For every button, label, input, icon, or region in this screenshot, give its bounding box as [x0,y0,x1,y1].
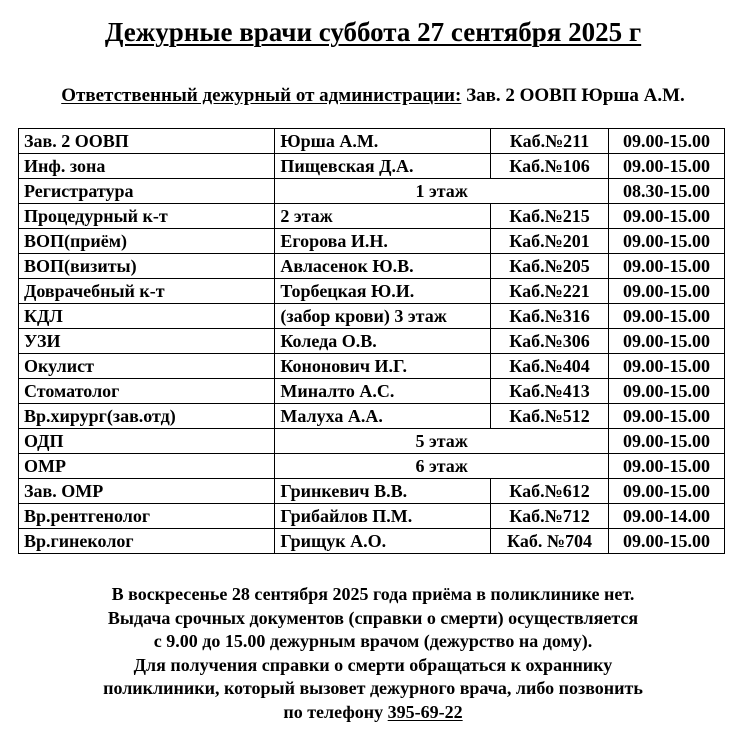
cabinet-cell: Каб.№413 [491,379,609,404]
phone-number: 395-69-22 [387,701,463,722]
doctor-cell: Торбецкая Ю.И. [275,279,491,304]
time-cell: 09.00-15.00 [609,529,725,554]
schedule-row [19,154,725,179]
cabinet-cell: Каб.№215 [491,204,609,229]
schedule-row [19,329,725,354]
responsible-value: Зав. 2 ООВП Юрша А.М. [466,85,685,106]
schedule-row [19,404,725,429]
location-cell: 5 этаж [275,429,609,454]
doctor-cell: Грищук А.О. [275,529,491,554]
department-cell: УЗИ [19,329,275,354]
schedule-row [19,354,725,379]
schedule-row [19,129,725,154]
time-cell: 09.00-15.00 [609,129,725,154]
time-cell: 09.00-15.00 [609,204,725,229]
schedule-row [19,454,725,479]
time-cell: 09.00-15.00 [609,354,725,379]
department-cell: Инф. зона [19,154,275,179]
doctor-cell: Коледа О.В. [275,329,491,354]
time-cell: 09.00-15.00 [609,429,725,454]
location-cell: 1 этаж [275,179,609,204]
notice-line-4: Для получения справки о смерти обращаться к охраннику [133,654,613,675]
cabinet-cell: Каб.№316 [491,304,609,329]
time-cell: 09.00-15.00 [609,329,725,354]
cabinet-cell: Каб. №704 [491,529,609,554]
department-cell: Регистратура [19,179,275,204]
cabinet-cell: Каб.№512 [491,404,609,429]
cabinet-cell: Каб.№205 [491,254,609,279]
cabinet-cell: Каб.№404 [491,354,609,379]
schedule-body [19,129,725,554]
notice-line-5: поликлиники, который вызовет дежурного врача, либо позвонить [103,678,643,699]
doctor-cell: (забор крови) 3 этаж [275,304,491,329]
schedule-row [19,254,725,279]
doctor-cell: Малуха А.А. [275,404,491,429]
department-cell: Вр.рентгенолог [19,504,275,529]
doctor-cell: Пищевская Д.А. [275,154,491,179]
notice-line-3: с 9.00 до 15.00 дежурным врачом (дежурство на дому). [153,631,593,652]
cabinet-cell: Каб.№201 [491,229,609,254]
doctor-cell: Гринкевич В.В. [275,479,491,504]
cabinet-cell: Каб.№106 [491,154,609,179]
department-cell: ОМР [19,454,275,479]
schedule-row [19,429,725,454]
schedule-row [19,179,725,204]
schedule-row [19,504,725,529]
notice-line-2: Выдача срочных документов (справки о смерти) осуществляется [107,607,639,628]
cabinet-cell: Каб.№306 [491,329,609,354]
doctor-cell: 2 этаж [275,204,491,229]
cabinet-cell: Каб.№221 [491,279,609,304]
cabinet-cell: Каб.№712 [491,504,609,529]
time-cell: 09.00-14.00 [609,504,725,529]
department-cell: КДЛ [19,304,275,329]
cabinet-cell: Каб.№612 [491,479,609,504]
time-cell: 09.00-15.00 [609,454,725,479]
doctor-cell: Егорова И.Н. [275,229,491,254]
department-cell: ВОП(приём) [19,229,275,254]
time-cell: 09.00-15.00 [609,154,725,179]
doctor-cell: Юрша А.М. [275,129,491,154]
time-cell: 08.30-15.00 [609,179,725,204]
department-cell: Вр.хирург(зав.отд) [19,404,275,429]
schedule-row [19,529,725,554]
department-cell: Зав. ОМР [19,479,275,504]
time-cell: 09.00-15.00 [609,304,725,329]
schedule-row [19,204,725,229]
department-cell: ВОП(визиты) [19,254,275,279]
sunday-notice [0,583,746,725]
time-cell: 09.00-15.00 [609,229,725,254]
department-cell: Доврачебный к-т [19,279,275,304]
location-cell: 6 этаж [275,454,609,479]
responsible-label: Ответственный дежурный от администрации: [61,85,462,106]
page-title: Дежурные врачи суббота 27 сентября 2025 г [104,17,642,47]
department-cell: ОДП [19,429,275,454]
doctor-cell: Миналто А.С. [275,379,491,404]
schedule-row [19,279,725,304]
department-cell: Стоматолог [19,379,275,404]
doctor-cell: Авласенок Ю.В. [275,254,491,279]
department-cell: Окулист [19,354,275,379]
schedule-row [19,479,725,504]
doctor-cell: Грибайлов П.М. [275,504,491,529]
schedule-row [19,379,725,404]
responsible-line [0,84,746,108]
time-cell: 09.00-15.00 [609,379,725,404]
notice-line-6 [0,701,746,725]
time-cell: 09.00-15.00 [609,279,725,304]
notice-line-1: В воскресенье 28 сентября 2025 года приёма в поликлинике нет. [111,584,635,604]
phone-prefix: по телефону [283,701,388,722]
duty-schedule-table [18,128,725,554]
schedule-row [19,304,725,329]
cabinet-cell: Каб.№211 [491,129,609,154]
doctor-cell: Кононович И.Г. [275,354,491,379]
time-cell: 09.00-15.00 [609,254,725,279]
department-cell: Зав. 2 ООВП [19,129,275,154]
time-cell: 09.00-15.00 [609,404,725,429]
department-cell: Вр.гинеколог [19,529,275,554]
schedule-row [19,229,725,254]
department-cell: Процедурный к-т [19,204,275,229]
time-cell: 09.00-15.00 [609,479,725,504]
